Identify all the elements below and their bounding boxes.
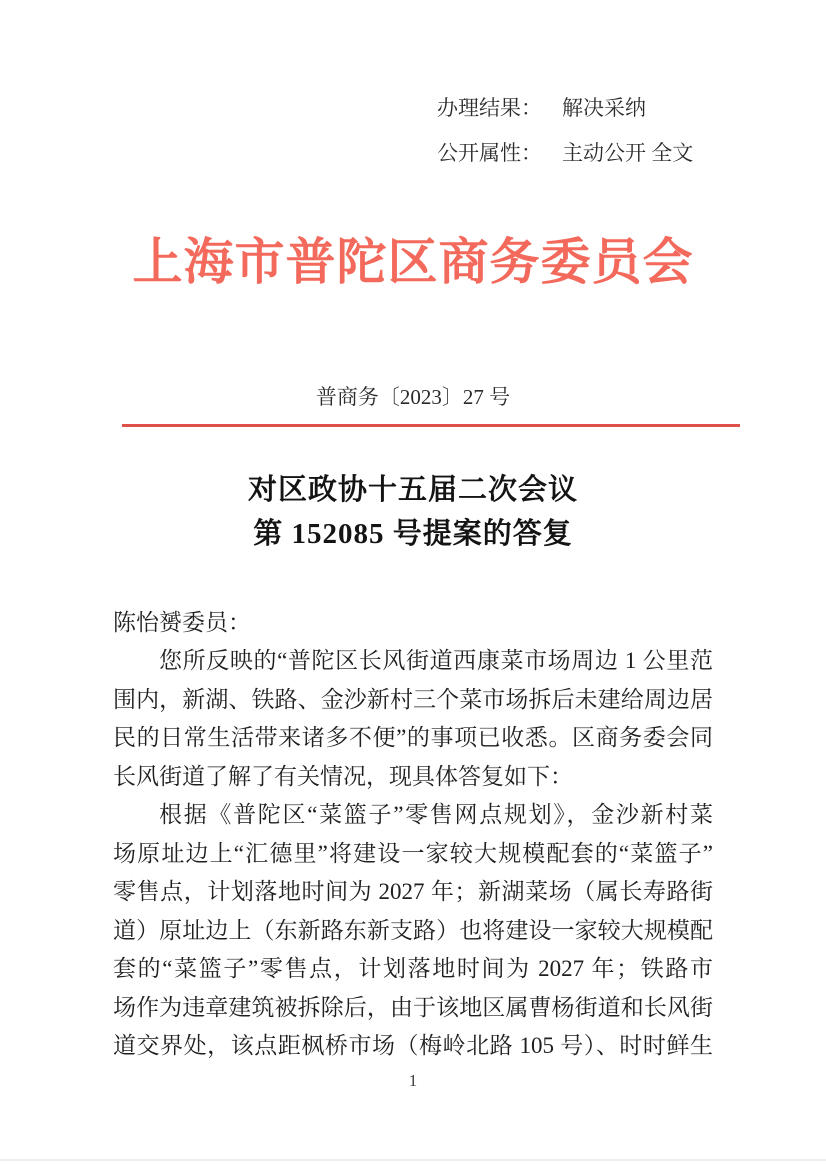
body-line: 道交界处，该点距枫桥市场（梅岭北路 105 号）、时时鲜生 bbox=[113, 1033, 713, 1058]
disclosure-attribute-value: 主动公开 全文 bbox=[562, 141, 694, 165]
body-line: 您所反映的“普陀区长风街道西康菜市场周边 1 公里范 bbox=[159, 648, 713, 673]
body-line: 道）原址边上（东新路东新支路）也将建设一家较大规模配 bbox=[113, 917, 713, 943]
body-line: 根据《普陀区“菜篮子”零售网点规划》，金沙新村菜 bbox=[159, 802, 713, 827]
body-line: 套的“菜篮子”零售点，计划落地时间为 2027 年；铁路市 bbox=[113, 956, 713, 981]
disclosure-attribute-row bbox=[437, 142, 693, 165]
processing-result-row bbox=[437, 97, 693, 120]
body-line: 零售点，计划落地时间为 2027 年；新湖菜场（属长寿路街 bbox=[113, 879, 713, 904]
body-line: 场原址边上“汇德里”将建设一家较大规模配套的“菜篮子” bbox=[113, 840, 713, 866]
salutation: 陈怡赟委员： bbox=[113, 610, 251, 635]
red-divider-line bbox=[122, 424, 740, 427]
disclosure-attribute-label: 公开属性： bbox=[437, 141, 542, 165]
document-title-line1: 对区政协十五届二次会议 bbox=[247, 474, 578, 506]
body-line: 民的日常生活带来诸多不便”的事项已收悉。区商务委会同 bbox=[113, 725, 713, 750]
body-line: 围内，新湖、铁路、金沙新村三个菜市场拆后未建给周边居 bbox=[113, 686, 713, 712]
agency-title: 上海市普陀区商务委员会 bbox=[132, 234, 694, 290]
processing-result-value: 解决采纳 bbox=[562, 96, 646, 120]
scan-bottom-edge bbox=[0, 1159, 826, 1161]
document-title-line2: 第 152085 号提案的答复 bbox=[253, 518, 573, 550]
processing-result-label: 办理结果： bbox=[437, 96, 542, 120]
document-number: 普商务〔2023〕27 号 bbox=[315, 385, 511, 409]
document-title bbox=[0, 468, 826, 556]
body-text bbox=[113, 642, 713, 1066]
header-fields bbox=[437, 97, 693, 187]
body-line: 场作为违章建筑被拆除后，由于该地区属曹杨街道和长风街 bbox=[113, 994, 713, 1020]
page-number: 1 bbox=[408, 1071, 418, 1090]
body-line: 长风街道了解了有关情况，现具体答复如下： bbox=[113, 763, 573, 789]
